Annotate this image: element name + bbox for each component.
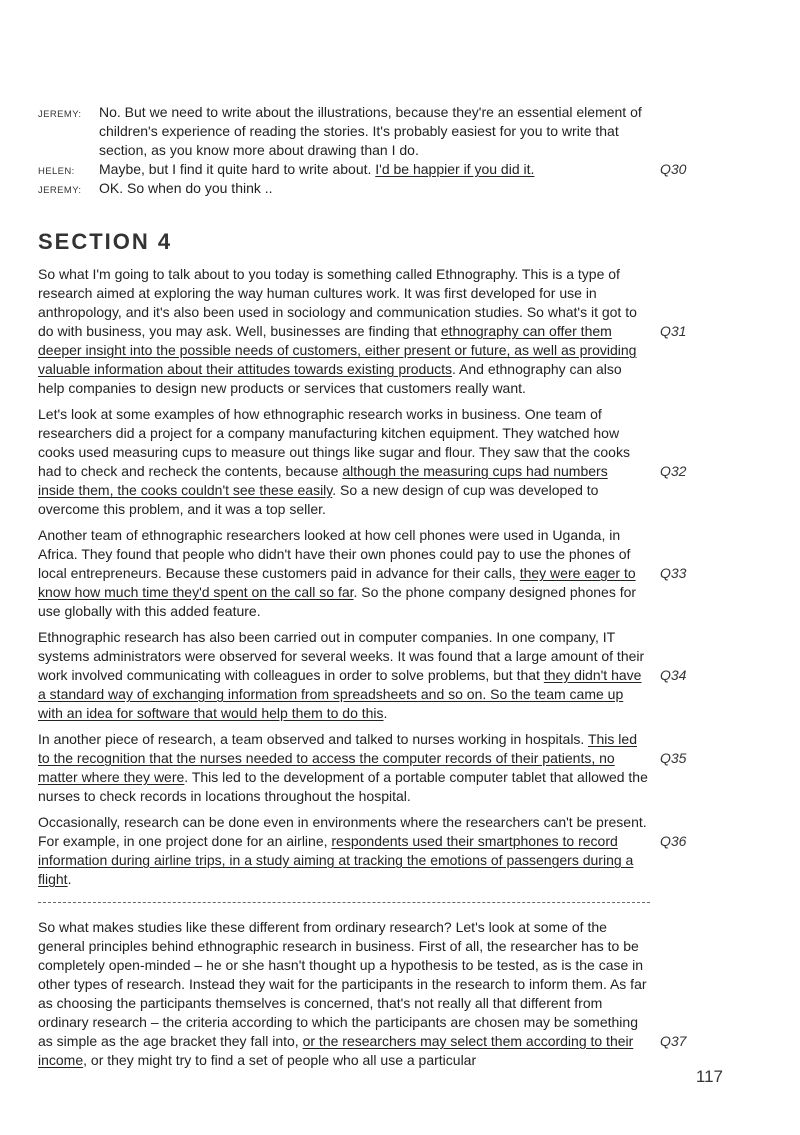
paragraph [38, 265, 687, 398]
answer-underline: they were eager to know how much time they'd spent on the call so far [38, 565, 636, 600]
text-plain: In another piece of research, a team observed and talked to nurses working in hospitals. [38, 731, 588, 747]
answer-underline: or the researchers may select them according to their income [38, 1033, 634, 1068]
question-number: Q36 [660, 833, 687, 849]
section-body [38, 265, 758, 1077]
answer-underline: although the measuring cups had numbers inside them, the cooks couldn't see these easily [38, 463, 608, 498]
question-number: Q30 [660, 161, 687, 177]
text-plain: . So a new design of cup was developed to overcome this problem, and it was a top seller. [38, 482, 599, 517]
question-number: Q32 [660, 463, 687, 479]
dialogue-line [38, 160, 738, 179]
speaker-label: HELEN: [38, 166, 75, 177]
text-plain: . [67, 871, 72, 887]
section-heading: SECTION 4 [38, 229, 173, 254]
question-number: Q35 [660, 750, 687, 766]
dialogue-line [38, 103, 738, 160]
answer-underline: ethnography can offer them deeper insight into the possible needs of customers, either present or future, as well as providing valuable information about their attitudes towards existing products [38, 323, 637, 377]
text-plain: So what makes studies like these different from ordinary research? Let's look at some of the general principles behind ethnographic research in business. First of all, the researcher has to be completely open-minded – he or she hasn't thought up a hypothesis to be tested, as is the case in other types of research. Instead they wait for the participants in the research to inform them. As far as choosing the participants themselves is concerned, that's not really all that different from ordinary research – the criteria according to which the participants are chosen may be something as simple as the age bracket they fall into, [38, 919, 647, 1049]
text-plain: . [383, 705, 388, 721]
dialogue-text: OK. So when do you think .. [99, 180, 273, 196]
answer-underline: I'd be happier if you did it. [375, 161, 535, 177]
text-plain: So what I'm going to talk about to you today is something called Ethnography. This is a type of research aimed at exploring the way human cultures work. It was first developed for use in anthropology, and it's also been used in sociology and communication studies. So what's it got to do with business, you may ask. Well, businesses are finding that [38, 266, 637, 339]
text-plain: Maybe, but I find it quite hard to write about. [99, 161, 376, 177]
question-number: Q31 [660, 323, 687, 339]
paragraph [38, 526, 687, 621]
question-number: Q37 [660, 1033, 687, 1049]
text-plain: Another team of ethnographic researchers looked at how cell phones were used in Uganda, in Africa. They found that people who didn't have their own phones could pay to use the phones of local entrepreneurs. Because these customers paid in advance for their calls, [38, 527, 631, 581]
speaker-label: JEREMY: [38, 109, 82, 120]
answer-underline: This led to the recognition that the nurses needed to access the computer records of their patients, no matter where they were [38, 731, 637, 785]
text-plain: Ethnographic research has also been carried out in computer companies. In one company, IT systems administrators were observed for several weeks. It was found that a large amount of their work involved communicating with colleagues in order to solve problems, but that [38, 629, 645, 683]
dialogue-block [38, 103, 738, 198]
dashed-divider [38, 902, 650, 903]
paragraph [38, 730, 687, 806]
paragraph [38, 813, 687, 889]
text-plain: . This led to the development of a portable computer tablet that allowed the nurses to check records in locations throughout the hospital. [38, 769, 648, 804]
text-plain: , or they might try to find a set of people who all use a particular [83, 1052, 477, 1068]
text-plain: . So the phone company designed phones for use globally with this added feature. [38, 584, 637, 619]
paragraph [38, 405, 687, 519]
page-number: 117 [695, 1067, 723, 1086]
text-plain: Occasionally, research can be done even in environments where the researchers can't be present. For example, in one project done for an airline, [38, 814, 647, 849]
dialogue-text [99, 160, 649, 179]
dialogue-line [38, 179, 738, 198]
paragraph [38, 918, 687, 1070]
answer-underline: they didn't have a standard way of exchanging information from spreadsheets and so on. So the team came up with an idea for software that would help them to do this [38, 667, 642, 721]
paragraph [38, 628, 687, 723]
speaker-label: JEREMY: [38, 185, 82, 196]
text-plain: Let's look at some examples of how ethnographic research works in business. One team of researchers did a project for a company manufacturing kitchen equipment. They watched how cooks used measuring cups to measure out things like sugar and flour. They saw that the cooks had to check and recheck the contents, because [38, 406, 630, 479]
question-number: Q34 [660, 667, 687, 683]
dialogue-text: No. But we need to write about the illustrations, because they're an essential element of children's experience of reading the stories. It's probably easiest for you to write that section, as you know more about drawing than I do. [99, 104, 642, 158]
answer-underline: respondents used their smartphones to record information during airline trips, in a study aiming at tracking the emotions of passengers during a flight [38, 833, 634, 887]
text-plain: . And ethnography can also help companies to design new products or services that customers really want. [38, 361, 622, 396]
question-number: Q33 [660, 565, 687, 581]
